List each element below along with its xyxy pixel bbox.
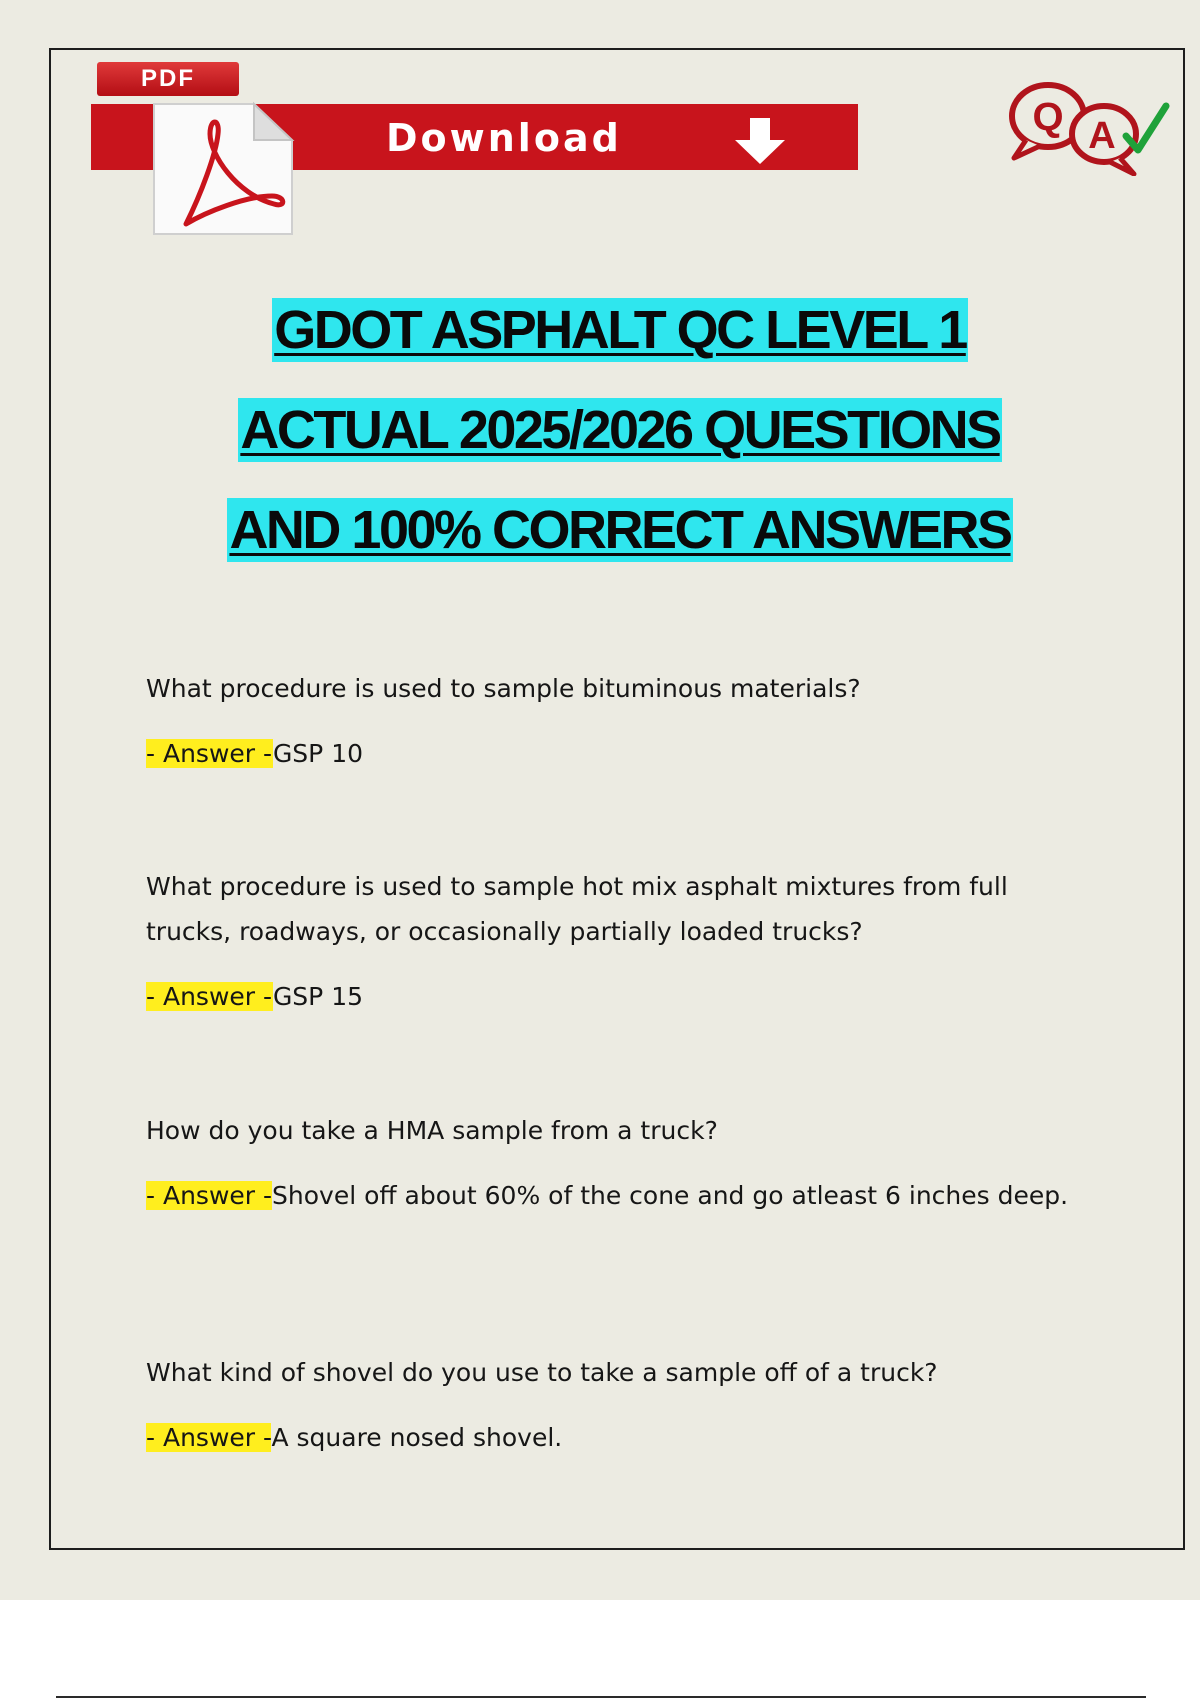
download-label: Download xyxy=(386,116,622,160)
answer-tag: - Answer - xyxy=(146,1181,273,1210)
answer-text xyxy=(146,731,1076,776)
logo-q-letter: Q xyxy=(1032,95,1064,139)
answer-value: GSP 10 xyxy=(272,739,364,768)
answer-value: Shovel off about 60% of the cone and go atleast 6 inches deep. xyxy=(272,1181,1069,1210)
download-arrow-icon xyxy=(733,118,787,164)
qa-item xyxy=(146,1108,1076,1218)
answer-value: GSP 15 xyxy=(272,982,364,1011)
qa-logo-icon xyxy=(1006,78,1171,176)
question-text: What procedure is used to sample hot mix asphalt mixtures from full trucks, roadways, or occasionally partially loaded trucks? xyxy=(146,872,1008,946)
qa-item xyxy=(146,864,1076,1019)
question-text: What procedure is used to sample bituminous materials? xyxy=(146,674,861,703)
question-text: How do you take a HMA sample from a truck? xyxy=(146,1116,718,1145)
answer-text xyxy=(146,1415,1076,1460)
bottom-divider xyxy=(56,1696,1146,1698)
qa-item xyxy=(146,1350,1076,1460)
title-line-3: AND 100% CORRECT ANSWERS xyxy=(229,500,1011,560)
question-text: What kind of shovel do you use to take a sample off of a truck? xyxy=(146,1358,938,1387)
title-line-2: ACTUAL 2025/2026 QUESTIONS xyxy=(240,400,1000,460)
document-title xyxy=(140,298,1100,598)
title-line-1: GDOT ASPHALT QC LEVEL 1 xyxy=(274,300,966,360)
pdf-download-banner[interactable] xyxy=(91,62,858,177)
answer-tag: - Answer - xyxy=(146,1423,272,1452)
answer-value: A square nosed shovel. xyxy=(271,1423,563,1452)
answer-text xyxy=(146,1173,1076,1218)
logo-a-letter: A xyxy=(1088,115,1116,157)
answer-tag: - Answer - xyxy=(146,739,273,768)
answer-tag: - Answer - xyxy=(146,982,273,1011)
qa-item xyxy=(146,666,1076,776)
pdf-tab: PDF xyxy=(97,62,239,96)
pdf-document-icon xyxy=(146,84,296,236)
page-border xyxy=(49,48,1185,1550)
answer-text xyxy=(146,974,1076,1019)
